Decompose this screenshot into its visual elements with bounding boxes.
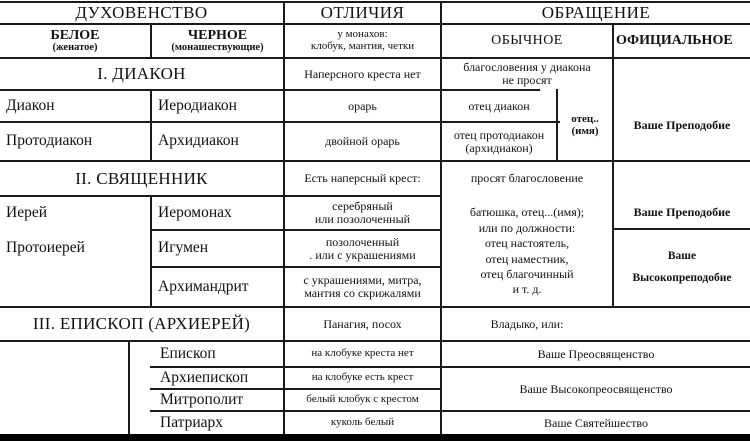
priest-addr-line3: отец настоятель, — [484, 236, 570, 251]
header-white — [0, 25, 150, 57]
bishop-diff-3: белый клобук с крестом — [306, 393, 419, 406]
deacon-addr-name — [558, 91, 612, 160]
deacon-section-title: I. ДИАКОН — [97, 64, 186, 84]
priest-addr-line6: и т. д. — [512, 282, 542, 297]
bottom-edge-bar — [0, 434, 750, 441]
priest-address — [442, 197, 612, 306]
header-monks-line2: клобук, мантия, четки — [310, 40, 415, 52]
deacon-diff-1: орарь — [348, 98, 377, 113]
priest-black-2: Игумен — [158, 239, 209, 257]
priest-official-1: Ваше Преподобие — [633, 205, 731, 220]
priest-diff-2-line1: позолоченный — [325, 234, 400, 249]
rule-col-black-bishop — [128, 340, 130, 434]
deacon-blessing — [442, 59, 612, 89]
priest-diff-1-line2: или позолоченный — [314, 212, 411, 226]
deacon-black-2: Архидиакон — [158, 132, 239, 150]
priest-diff-1-line1: серебряный — [332, 199, 393, 214]
priest-official-2 — [614, 230, 750, 306]
bishop-official-4: Ваше Святейшество — [544, 415, 648, 430]
priest-diff-3-line1: с украшениями, митра, — [303, 273, 422, 288]
bishop-difference: Панагия, посох — [323, 316, 402, 331]
deacon-difference: Наперсного креста нет — [304, 66, 421, 81]
deacon-blessing-line1: благословения у диакона — [463, 60, 591, 75]
priest-diff-3-line2: мантия со скрижалями — [304, 286, 421, 300]
priest-addr-line5: отец благочинный — [480, 266, 574, 281]
deacon-addr-name-line1: отец.. — [571, 112, 599, 125]
header-address: ОБРАЩЕНИЕ — [541, 3, 651, 23]
header-white-note: (женатое) — [52, 42, 98, 54]
header-official: ОФИЦИАЛЬНОЕ — [616, 32, 733, 48]
deacon-official: Ваше Преподобие — [633, 118, 731, 133]
deacon-addr-2-line2: (архидиакон) — [465, 140, 533, 155]
rule-col-white-priest — [150, 195, 152, 306]
bishop-rank-1: Епископ — [160, 344, 216, 362]
bishop-section-title: III. ЕПИСКОП (АРХИЕРЕЙ) — [32, 314, 251, 334]
header-black-note: (монашествующие) — [171, 42, 264, 54]
rule-col-white-deacon — [150, 89, 152, 160]
bishop-rank-4: Патриарх — [160, 413, 224, 431]
priest-addr-line4: отец наместник, — [485, 251, 569, 266]
deacon-white-2: Протодиакон — [6, 132, 93, 150]
bishop-official-1: Ваше Преосвященство — [537, 346, 655, 361]
priest-diff-1 — [285, 197, 440, 229]
priest-official-2-line1: Ваше — [667, 250, 697, 263]
deacon-diff-2: двойной орарь — [325, 134, 400, 149]
header-clergy: ДУХОВЕНСТВО — [75, 3, 208, 23]
priest-difference: Есть наперсный крест: — [304, 171, 421, 186]
priest-black-3: Архимандрит — [158, 277, 249, 295]
deacon-addr-1: отец диакон — [468, 98, 530, 113]
deacon-addr-name-line2: (имя) — [571, 124, 599, 137]
bishop-diff-1: на клобуке креста нет — [311, 347, 414, 360]
priest-diff-2 — [285, 231, 440, 266]
deacon-addr-2-line1: отец протодиакон — [453, 127, 545, 142]
priest-white-1: Иерей — [6, 203, 47, 221]
deacon-addr-2 — [442, 123, 556, 160]
header-black — [152, 25, 283, 57]
priest-diff-3 — [285, 268, 440, 306]
priest-diff-2-line2: . или с украшениями — [309, 247, 416, 262]
deacon-white-1: Диакон — [6, 96, 55, 114]
priest-addr-line1: батюшка, отец...(имя); — [469, 205, 585, 220]
priest-black-1: Иеромонах — [158, 203, 232, 221]
bishop-rank-3: Митрополит — [160, 390, 244, 408]
priest-section-title: II. СВЯЩЕННИК — [75, 168, 208, 188]
priest-blessing: просят благословение — [470, 171, 584, 186]
deacon-blessing-line2: не просят — [502, 73, 552, 87]
header-white-label: БЕЛОЕ — [50, 27, 100, 43]
bishop-rank-2: Архиепископ — [160, 368, 249, 386]
bishop-diff-2: на клобуке есть крест — [311, 371, 414, 384]
bishop-diff-4: куколь белый — [330, 416, 395, 429]
bishop-address: Владыко, или: — [490, 316, 564, 331]
priest-official-2-line2: Высокопреподобие — [632, 272, 732, 284]
header-differences: ОТЛИЧИЯ — [320, 3, 405, 23]
header-black-label: ЧЕРНОЕ — [187, 27, 248, 43]
priest-addr-line2: или по должности: — [478, 220, 576, 235]
header-monks-line1: у монахов: — [337, 28, 388, 41]
header-monks-attributes — [285, 25, 440, 57]
header-ordinary: ОБЫЧНОЕ — [491, 32, 563, 48]
bishop-official-2: Ваше Высокопреосвященство — [519, 381, 673, 396]
deacon-black-1: Иеродиакон — [158, 96, 237, 114]
priest-white-2: Протоиерей — [6, 239, 85, 257]
